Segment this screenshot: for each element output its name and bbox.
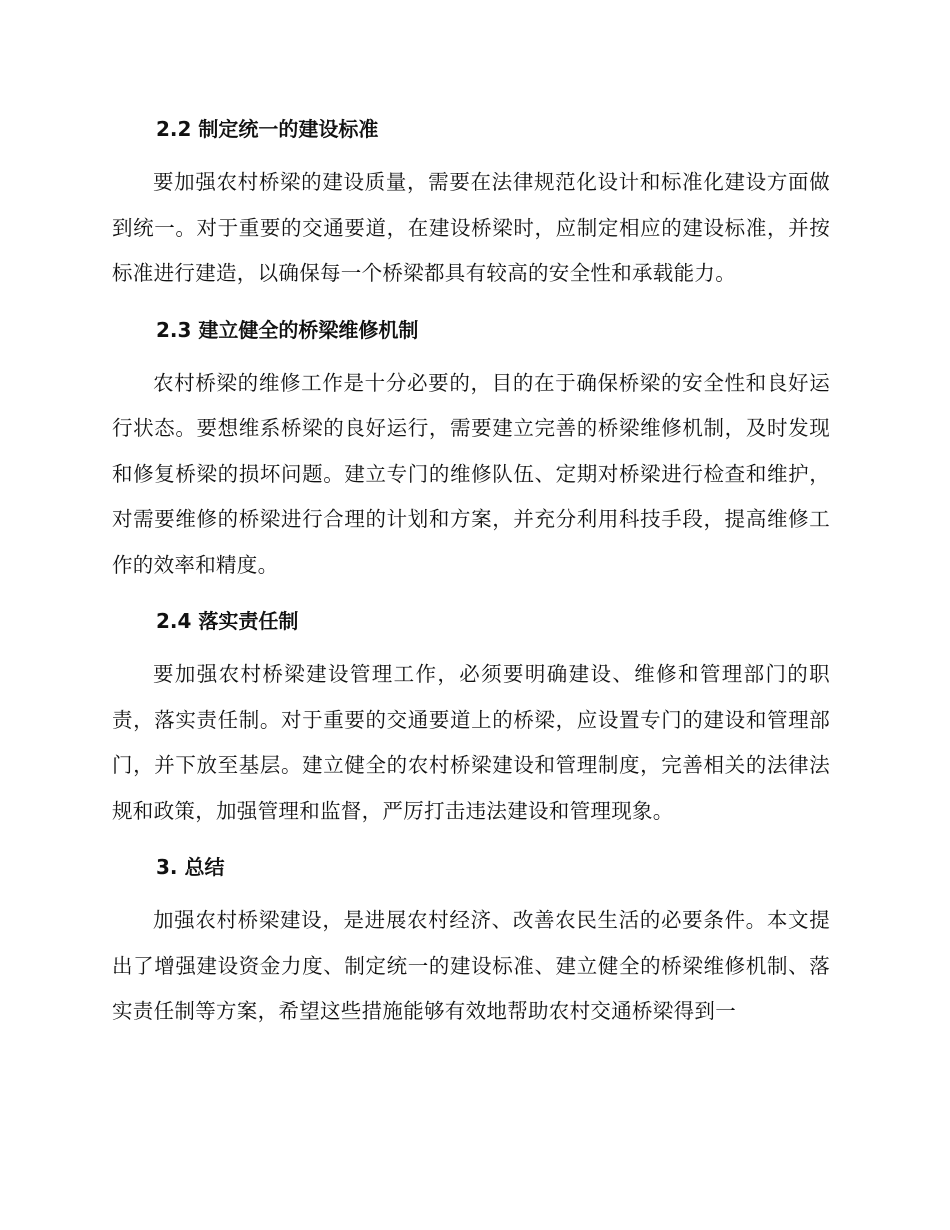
section-2-3 [112, 311, 830, 589]
section-paragraph: 农村桥梁的维修工作是十分必要的，目的在于确保桥梁的安全性和良好运行状态。要想维系桥梁的良好运行，需要建立完善的桥梁维修机制，及时发现和修复桥梁的损坏问题。建立专门的维修队伍、定期对桥梁进行检查和维护，对需要维修的桥梁进行合理的计划和方案，并充分利用科技手段，提高维修工作的效率和精度。 [112, 370, 830, 577]
section-paragraph: 加强农村桥梁建设，是进展农村经济、改善农民生活的必要条件。本文提出了增强建设资金力度、制定统一的建设标准、建立健全的桥梁维修机制、落实责任制等方案，希望这些措施能够有效地帮助农村交通桥梁得到一 [112, 908, 830, 1023]
section-2-4 [112, 602, 830, 834]
section-paragraph: 要加强农村桥梁的建设质量，需要在法律规范化设计和标准化建设方面做到统一。对于重要的交通要道，在建设桥梁时，应制定相应的建设标准，并按标准进行建造，以确保每一个桥梁都具有较高的安全性和承载能力。 [112, 170, 830, 285]
section-2-2 [112, 110, 830, 297]
section-3-summary [112, 848, 830, 1035]
document-page [112, 110, 830, 1035]
section-heading: 2.4 落实责任制 [156, 609, 299, 633]
section-paragraph: 要加强农村桥梁建设管理工作，必须要明确建设、维修和管理部门的职责，落实责任制。对于重要的交通要道上的桥梁，应设置专门的建设和管理部门，并下放至基层。建立健全的农村桥梁建设和管理制度，完善相关的法律法规和政策，加强管理和监督，严厉打击违法建设和管理现象。 [112, 662, 830, 823]
section-heading: 3. 总结 [156, 855, 225, 879]
section-heading: 2.3 建立健全的桥梁维修机制 [156, 317, 419, 342]
section-heading: 2.2 制定统一的建设标准 [156, 117, 379, 141]
